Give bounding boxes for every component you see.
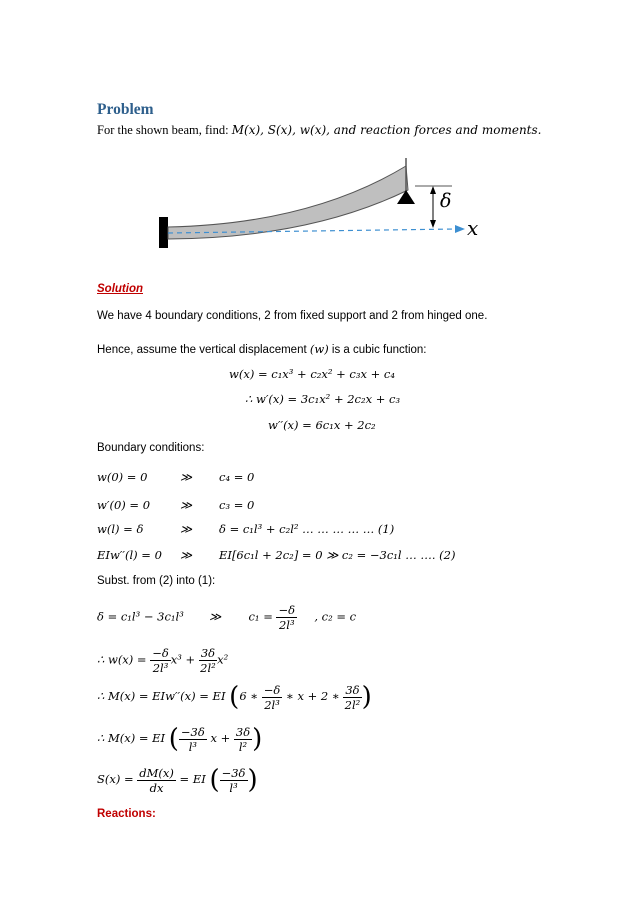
m2-mid: x + <box>206 731 234 745</box>
bc-intro-text: We have 4 boundary conditions, 2 from fixed support and 2 from hinged one. <box>97 310 488 322</box>
w-lhs: ∴ w(x) = <box>97 652 151 667</box>
c1-lhs: c₁ = <box>248 609 277 624</box>
equation-w: w(x) = c₁x³ + c₂x² + c₃x + c₄ <box>229 367 395 381</box>
w-f2-num: 3δ <box>200 646 216 660</box>
s-f2-num: −3δ <box>221 765 246 780</box>
reactions-label: Reactions: <box>97 808 156 820</box>
x-axis-arrowhead <box>455 225 465 233</box>
m1-lhs: ∴ M(x) = EIw′′(x) = EI <box>97 689 230 703</box>
c2-value: , c₂ = c <box>314 609 357 624</box>
assume-text-pre: Hence, assume the vertical displacement <box>97 344 310 356</box>
shear-line <box>97 765 258 795</box>
c-line <box>97 603 356 632</box>
bc-4-op: ≫ <box>180 548 193 562</box>
s-f1-den: dx <box>149 780 164 795</box>
s-fraction-1 <box>137 766 176 795</box>
w-fraction-2 <box>199 646 217 675</box>
bc-3-rhs: δ = c₁l³ + c₂l² … … … … … (1) <box>219 522 395 536</box>
equation-w-double-prime: w′′(x) = 6c₁x + 2c₂ <box>268 418 376 432</box>
s-fraction-2 <box>220 766 248 795</box>
problem-statement <box>97 123 541 138</box>
bc-3-op: ≫ <box>180 522 193 536</box>
deflected-beam <box>168 166 408 239</box>
m2-fraction-2 <box>234 725 252 754</box>
c-line-left: δ = c₁l³ − 3c₁l³ <box>97 609 184 624</box>
solution-label: Solution <box>97 283 143 295</box>
delta-arrow-down <box>430 220 436 228</box>
s-f2-den: l³ <box>229 780 238 795</box>
w-solution <box>97 646 228 675</box>
c1-numerator: −δ <box>278 603 296 617</box>
m2-f1-den: l³ <box>188 739 197 754</box>
c1-fraction <box>276 603 297 632</box>
m1-fraction-2 <box>343 683 361 712</box>
problem-statement-math: M(x), S(x), w(x), and reaction forces and moments. <box>231 123 542 137</box>
beam-figure <box>150 150 490 260</box>
m2-f1-num: −3δ <box>180 724 205 739</box>
w-f2-den: 2l² <box>200 661 216 675</box>
m2-f2-den: l² <box>238 739 248 754</box>
m1-f2-num: 3δ <box>345 682 360 697</box>
m1-pre: 6 ∗ <box>239 689 262 703</box>
s-f1-num: dM(x) <box>139 765 174 780</box>
m2-open-paren: ( <box>168 724 179 754</box>
problem-statement-prefix: For the shown beam, find: <box>97 123 232 137</box>
subst-text: Subst. from (2) into (1): <box>97 575 216 587</box>
x-label: x <box>467 216 479 240</box>
m1-f1-num: −δ <box>263 682 281 697</box>
w-end: x² <box>217 652 229 667</box>
m1-f2-den: 2l² <box>344 697 361 712</box>
bc-1-op: ≫ <box>180 470 193 484</box>
assume-text-var: (w) <box>309 342 329 356</box>
assume-text-post: is a cubic function: <box>328 344 427 356</box>
bc-4-rhs: EI[6c₁l + 2c₂] = 0 ≫ c₂ = −3c₁l … …. (2) <box>219 548 456 562</box>
s-close-paren: ) <box>247 765 258 795</box>
m1-open-paren: ( <box>229 682 240 712</box>
m1-f1-den: 2l³ <box>264 697 280 712</box>
bc-1-rhs: c₄ = 0 <box>219 470 255 484</box>
c-line-op: ≫ <box>209 609 222 624</box>
bc-heading: Boundary conditions: <box>97 442 205 454</box>
moment-line-2 <box>97 724 262 754</box>
w-fraction-1 <box>150 646 171 675</box>
w-mid: x³ + <box>170 652 199 667</box>
delta-label: δ <box>440 190 452 212</box>
assume-text <box>97 342 427 356</box>
m2-lhs: ∴ M(x) = EI <box>97 731 169 745</box>
m1-mid: ∗ x + 2 ∗ <box>282 689 344 703</box>
w-f1-den: 2l³ <box>152 661 169 675</box>
s-lhs: S(x) = <box>97 772 138 786</box>
m2-f2-num: 3δ <box>235 724 251 739</box>
bc-2-op: ≫ <box>180 498 193 512</box>
c1-denominator: 2l³ <box>278 618 295 632</box>
bc-2-lhs: w′(0) = 0 <box>97 498 151 512</box>
s-open-paren: ( <box>209 765 220 795</box>
s-mid: = EI <box>175 772 210 786</box>
m2-fraction-1 <box>179 725 207 754</box>
bc-2-rhs: c₃ = 0 <box>219 498 255 512</box>
bc-4-lhs: EIw′′(l) = 0 <box>97 548 162 562</box>
m1-fraction-1 <box>262 683 283 712</box>
moment-line-1 <box>97 682 372 712</box>
fixed-support <box>159 217 168 248</box>
w-f1-num: −δ <box>152 646 169 660</box>
bc-3-lhs: w(l) = δ <box>97 522 144 536</box>
equation-w-prime: ∴ w′(x) = 3c₁x² + 2c₂x + c₃ <box>245 392 401 406</box>
m2-close-paren: ) <box>252 724 263 754</box>
delta-arrow-up <box>430 186 436 194</box>
m1-close-paren: ) <box>361 682 372 712</box>
problem-heading: Problem <box>97 101 154 118</box>
bc-1-lhs: w(0) = 0 <box>97 470 148 484</box>
